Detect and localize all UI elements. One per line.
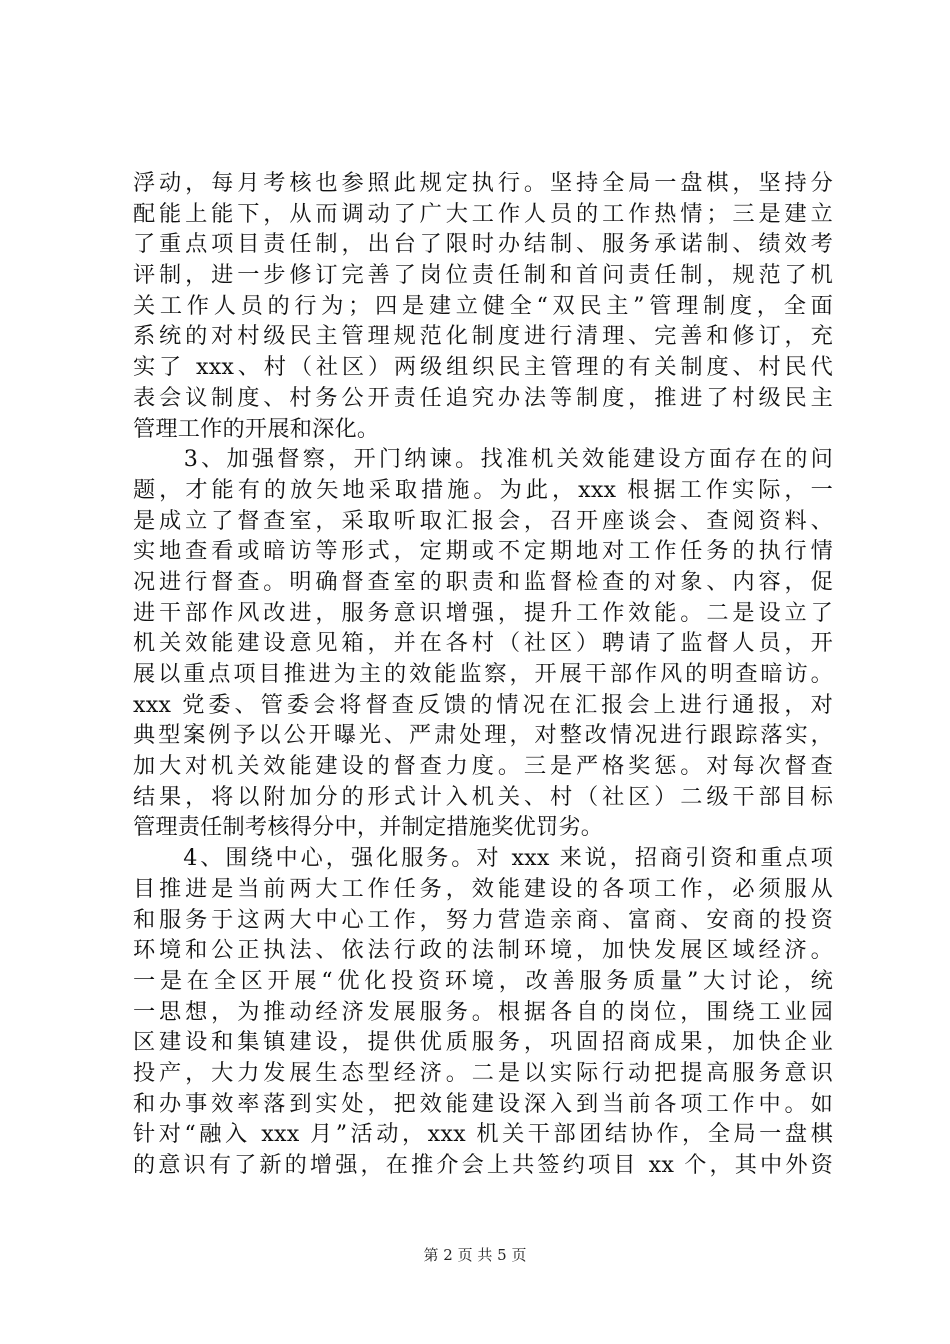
text-line: 管理责任制考核得分中，并制定措施奖优罚劣。 bbox=[133, 814, 604, 841]
text-line: 实了 xxx、村（社区）两级组织民主管理的有关制度、村民代 bbox=[133, 354, 833, 381]
text-line: 一思想，为推动经济发展服务。根据各自的岗位，围绕工业园 bbox=[133, 998, 833, 1025]
text-line: 管理工作的开展和深化。 bbox=[133, 415, 380, 442]
text-line: 进干部作风改进，服务意识增强，提升工作效能。二是设立了 bbox=[133, 599, 833, 626]
text-line: 表会议制度、村务公开责任追究办法等制度，推进了村级民主 bbox=[133, 384, 833, 411]
text-line: 题，才能有的放矢地采取措施。为此，xxx 根据工作实际，一 bbox=[133, 476, 833, 503]
text-line: 实地查看或暗访等形式，定期或不定期地对工作任务的执行情 bbox=[133, 538, 833, 565]
text-line: 是成立了督查室，采取听取汇报会，召开座谈会、查阅资料、 bbox=[133, 507, 833, 534]
text-line: 评制，进一步修订完善了岗位责任制和首问责任制，规范了机 bbox=[133, 262, 833, 289]
text-line: 一是在全区开展“优化投资环境，改善服务质量”大讨论，统 bbox=[133, 967, 833, 994]
text-line: 4、围绕中心，强化服务。对 xxx 来说，招商引资和重点项 bbox=[133, 845, 833, 872]
text-line: 目推进是当前两大工作任务，效能建设的各项工作，必须服从 bbox=[133, 875, 833, 902]
text-line: 配能上能下，从而调动了广大工作人员的工作热情；三是建立 bbox=[133, 200, 833, 227]
text-line: 和服务于这两大中心工作，努力营造亲商、富商、安商的投资 bbox=[133, 906, 833, 933]
body-text bbox=[133, 168, 833, 1181]
text-line: 针对“融入 xxx 月”活动，xxx 机关干部团结协作，全局一盘棋 bbox=[133, 1121, 833, 1148]
text-line: 的意识有了新的增强，在推介会上共签约项目 xx 个，其中外资 bbox=[133, 1152, 833, 1178]
text-line: xxx 党委、管委会将督查反馈的情况在汇报会上进行通报，对 bbox=[133, 691, 833, 718]
text-line: 机关效能建设意见箱，并在各村（社区）聘请了监督人员，开 bbox=[133, 630, 833, 657]
text-line: 了重点项目责任制，出台了限时办结制、服务承诺制、绩效考 bbox=[133, 231, 833, 258]
text-line: 投产，大力发展生态型经济。二是以实际行动把提高服务意识 bbox=[133, 1059, 833, 1086]
text-line: 展以重点项目推进为主的效能监察，开展干部作风的明查暗访。 bbox=[133, 661, 833, 687]
text-line: 3、加强督察，开门纳谏。找准机关效能建设方面存在的问 bbox=[133, 446, 833, 473]
text-line: 结果，将以附加分的形式计入机关、村（社区）二级干部目标 bbox=[133, 783, 833, 810]
text-line: 系统的对村级民主管理规范化制度进行清理、完善和修订，充 bbox=[133, 323, 833, 350]
page-footer bbox=[0, 1244, 950, 1265]
text-line: 关工作人员的行为；四是建立健全“双民主”管理制度，全面 bbox=[133, 292, 833, 319]
text-line: 加大对机关效能建设的督查力度。三是严格奖惩。对每次督查 bbox=[133, 753, 833, 780]
text-line: 典型案例予以公开曝光、严肃处理，对整改情况进行跟踪落实， bbox=[133, 722, 833, 749]
page-number-label: 第 2 页 共 5 页 bbox=[423, 1246, 527, 1264]
text-line: 环境和公正执法、依法行政的法制环境，加快发展区域经济。 bbox=[133, 937, 833, 964]
text-line: 况进行督查。明确督查室的职责和监督检查的对象、内容，促 bbox=[133, 568, 833, 595]
text-line: 浮动，每月考核也参照此规定执行。坚持全局一盘棋，坚持分 bbox=[133, 170, 833, 196]
text-line: 区建设和集镇建设，提供优质服务，巩固招商成果，加快企业 bbox=[133, 1029, 833, 1056]
text-line: 和办事效率落到实处，把效能建设深入到当前各项工作中。如 bbox=[133, 1090, 833, 1117]
